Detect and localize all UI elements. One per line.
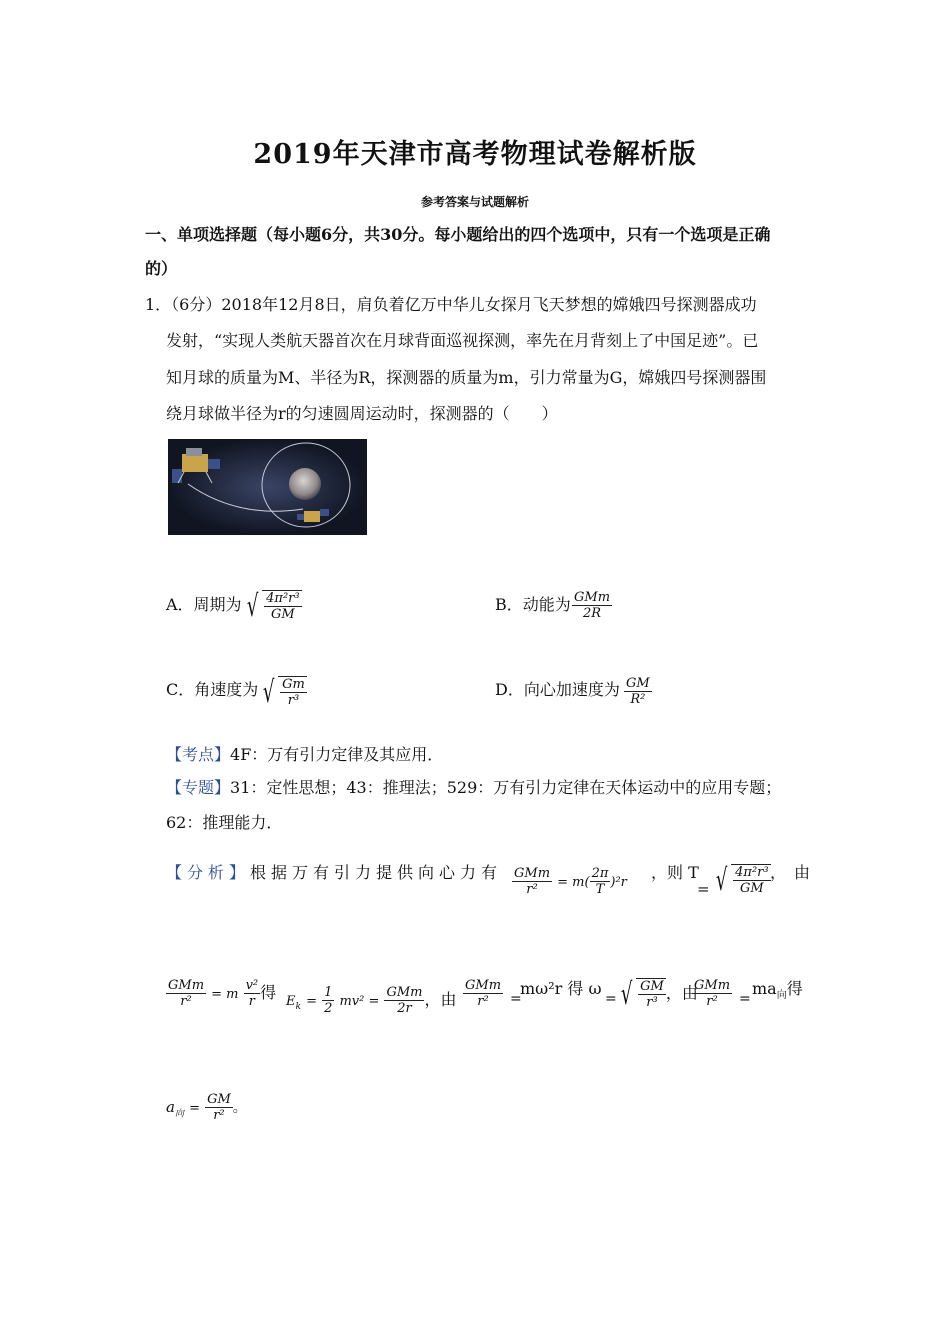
l2-w-den: r³ bbox=[646, 995, 658, 1010]
section-heading-line1: 一、单项选择题（每小题6分，共30分。每小题给出的四个选项中，只有一个选项是正确 bbox=[145, 225, 771, 244]
l2-de: 得 bbox=[260, 983, 277, 1002]
l2-comma-you: ，由 bbox=[424, 990, 457, 1009]
fenxi-tag: 【分析】 bbox=[166, 863, 251, 882]
l2-ma: ma bbox=[752, 979, 777, 998]
option-b-formula bbox=[572, 590, 612, 621]
l2-ek-num: GMm bbox=[386, 985, 423, 1000]
option-c-denominator: r³ bbox=[287, 693, 300, 708]
l2-r2: r² bbox=[180, 994, 192, 1009]
option-c-formula: √ $\frac{Gm}{\text{r³}}$ bbox=[262, 675, 305, 710]
l2-eq1: = bbox=[510, 991, 522, 1007]
moon-orbit-graphic bbox=[168, 439, 367, 535]
zhuanti-line2: 62：推理能力． bbox=[166, 813, 283, 832]
option-b[interactable] bbox=[495, 588, 571, 622]
l2-gmm: GMm bbox=[168, 978, 205, 993]
l2-r2b: r² bbox=[477, 994, 489, 1009]
l2-eq3: = bbox=[739, 991, 751, 1007]
option-b-denominator: 2R bbox=[582, 606, 602, 621]
f-sqrt-den: GM bbox=[740, 881, 764, 896]
f-eq-m: = m( bbox=[557, 875, 590, 890]
f-then: ，则 T bbox=[651, 863, 699, 882]
l3-den: r² bbox=[213, 1108, 225, 1123]
f-you: ，由 bbox=[770, 863, 819, 882]
l2-mw: mω²r 得 ω bbox=[520, 979, 602, 998]
f-T: T bbox=[595, 882, 605, 897]
option-a[interactable] bbox=[166, 588, 242, 622]
fenxi-formula1 bbox=[512, 866, 627, 897]
option-b-numerator: GMm bbox=[574, 590, 611, 605]
option-a-label: A．周期为 bbox=[166, 595, 242, 614]
section-heading-line2: 的） bbox=[145, 259, 178, 278]
option-a-numerator: 4π²r³ bbox=[266, 591, 300, 606]
l2-eqm: = m bbox=[211, 987, 239, 1002]
option-c[interactable] bbox=[166, 673, 258, 707]
kaodian-text: 4F：万有引力定律及其应用． bbox=[230, 745, 444, 764]
option-a-formula: √ $\frac{\text{4π²r³}}{GM}$ bbox=[246, 589, 300, 624]
page-title: 2019年天津市高考物理试卷解析版 bbox=[253, 139, 697, 170]
l3-a-sub: 向 bbox=[174, 1109, 184, 1120]
section-heading bbox=[145, 218, 815, 286]
f-gmm: GMm bbox=[514, 866, 551, 881]
page-subtitle: 参考答案与试题解析 bbox=[420, 195, 529, 209]
kaodian-line bbox=[166, 738, 443, 772]
l2-de2: 得 bbox=[786, 979, 803, 998]
fenxi-line3 bbox=[166, 1092, 247, 1123]
option-c-numerator: Gm bbox=[282, 677, 305, 692]
l2-mv2: mv² = bbox=[339, 994, 380, 1009]
l2-r2c: r² bbox=[706, 994, 718, 1009]
l2-eq-half: = bbox=[306, 994, 317, 1009]
zhuanti-text1: 31：定性思想；43：推理法；529：万有引力定律在天体运动中的应用专题； bbox=[230, 778, 782, 797]
f-sqrt-formula: √ $\frac{\text{4π²r³}}{GM}$ bbox=[715, 863, 769, 898]
l3-a: a bbox=[166, 1098, 175, 1116]
l2-w-num: GM bbox=[640, 979, 664, 994]
l3-end: 。 bbox=[232, 1100, 247, 1116]
f-eq: = bbox=[697, 880, 710, 898]
l2-ek: E bbox=[286, 994, 296, 1009]
l2-ek-formula bbox=[286, 985, 457, 1016]
zhuanti-tag: 【专题】 bbox=[166, 778, 231, 797]
l2-ek-den: 2r bbox=[397, 1001, 412, 1016]
question-line4: 绕月球做半径为r的匀速圆周运动时，探测器的（ ） bbox=[166, 404, 558, 423]
question-line1: 1．（6分）2018年12月8日，肩负着亿万中华儿女探月飞天梦想的嫦娥四号探测器成功 bbox=[145, 295, 757, 314]
question-line3: 知月球的质量为M、半径为R，探测器的质量为m，引力常量为G，嫦娥四号探测器围 bbox=[166, 368, 767, 387]
l2-frac3 bbox=[692, 978, 732, 1009]
l2-eq2: = bbox=[605, 991, 617, 1007]
option-a-denominator: GM bbox=[271, 607, 295, 622]
l2-r: r bbox=[248, 994, 255, 1009]
option-d[interactable] bbox=[495, 673, 620, 707]
option-d-numerator: GM bbox=[626, 676, 650, 691]
l3-eq: = bbox=[189, 1101, 200, 1116]
l2-comma-you2: ，由 bbox=[665, 983, 698, 1003]
fenxi-line1 bbox=[166, 856, 502, 890]
option-c-label: C．角速度为 bbox=[166, 680, 259, 699]
option-d-label: D．向心加速度为 bbox=[495, 680, 620, 699]
f-2pi: 2π bbox=[591, 866, 609, 881]
zhuanti-line1 bbox=[166, 771, 781, 805]
f-sqrt-num: 4π²r³ bbox=[735, 865, 769, 880]
l3-num: GM bbox=[207, 1092, 231, 1107]
l2-v2: v² bbox=[245, 978, 259, 993]
option-b-label: B．动能为 bbox=[495, 595, 571, 614]
option-d-denominator: R² bbox=[630, 692, 646, 707]
fenxi-line2 bbox=[166, 978, 276, 1009]
question-line2: 发射，“实现人类航天器首次在月球背面巡视探测，率先在月背刻上了中国足迹”。已 bbox=[166, 331, 759, 350]
l2-omega-formula: √ $\frac{GM}{\text{r³}}$ ，由 bbox=[620, 977, 698, 1012]
l2-half-num: 1 bbox=[324, 985, 333, 1000]
f-close: )²r bbox=[610, 875, 627, 890]
l2-ek-sub: k bbox=[295, 1002, 301, 1013]
fenxi-text: 根据万有引力提供向心力有 bbox=[250, 863, 503, 882]
l2-frac2 bbox=[463, 978, 503, 1009]
option-d-formula bbox=[624, 676, 652, 707]
l2-ma-sub: 向 bbox=[776, 990, 787, 1002]
l2-half-den: 2 bbox=[324, 1001, 333, 1016]
l2-gmm3: GMm bbox=[694, 978, 731, 993]
lunar-probe-illustration bbox=[168, 439, 367, 535]
kaodian-tag: 【考点】 bbox=[166, 745, 231, 764]
f-r2: r² bbox=[526, 882, 538, 897]
l2-ma-line bbox=[752, 972, 803, 1013]
l2-gmm2: GMm bbox=[465, 978, 502, 993]
